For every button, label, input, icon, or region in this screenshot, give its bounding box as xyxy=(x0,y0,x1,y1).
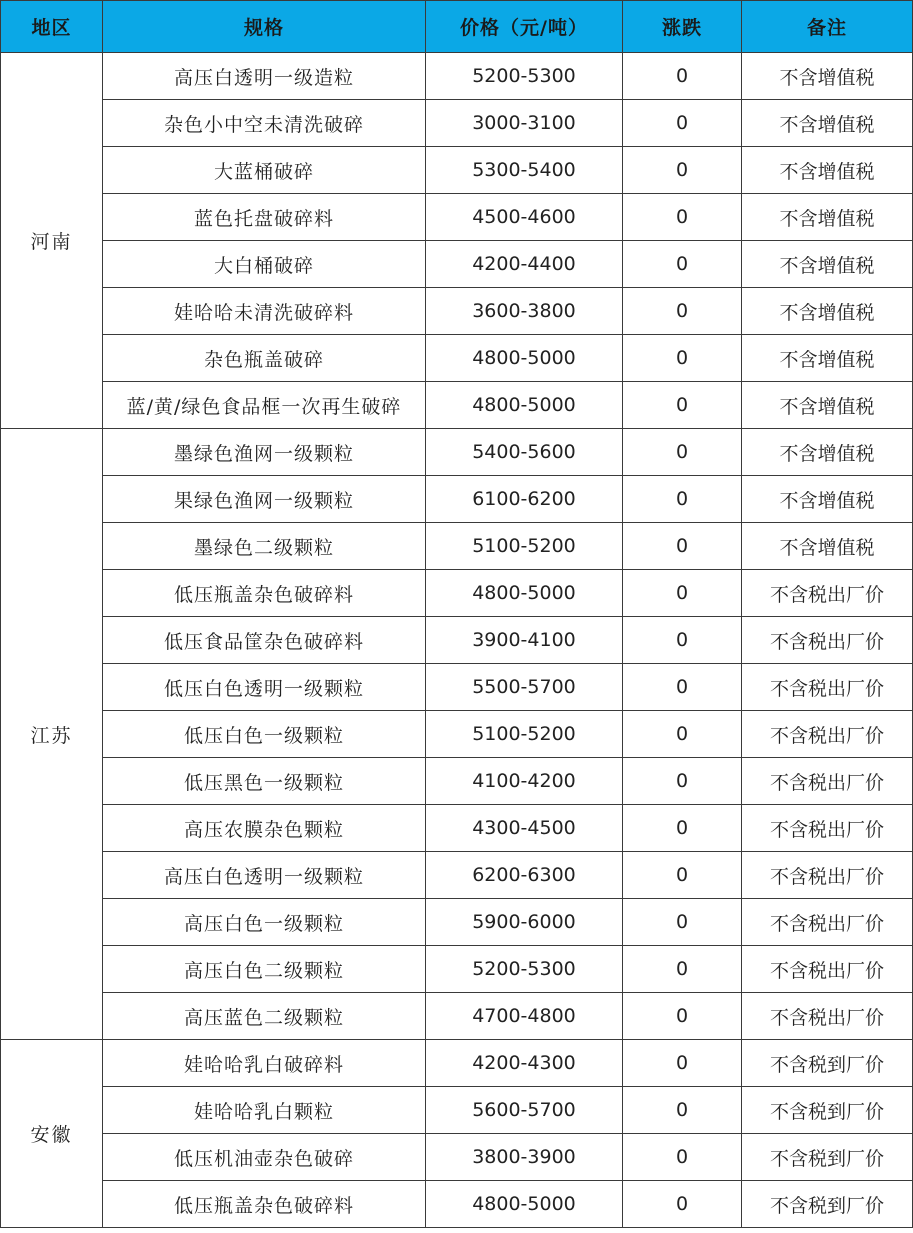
price-cell: 4500-4600 xyxy=(426,194,623,241)
spec-cell: 低压食品筐杂色破碎料 xyxy=(103,617,426,664)
table-row xyxy=(1,993,913,1040)
table-row xyxy=(1,53,913,100)
note-cell: 不含税到厂价 xyxy=(742,1134,913,1181)
note-cell: 不含税出厂价 xyxy=(742,711,913,758)
price-cell: 5200-5300 xyxy=(426,946,623,993)
note-cell: 不含增值税 xyxy=(742,241,913,288)
table-header-row xyxy=(1,1,913,53)
price-cell: 4800-5000 xyxy=(426,570,623,617)
note-cell: 不含税出厂价 xyxy=(742,664,913,711)
price-cell: 4800-5000 xyxy=(426,1181,623,1228)
note-cell: 不含税出厂价 xyxy=(742,946,913,993)
change-cell: 0 xyxy=(623,335,742,382)
note-cell: 不含税出厂价 xyxy=(742,758,913,805)
change-cell: 0 xyxy=(623,382,742,429)
table-row xyxy=(1,946,913,993)
change-cell: 0 xyxy=(623,805,742,852)
note-cell: 不含增值税 xyxy=(742,523,913,570)
region-cell: 安徽 xyxy=(1,1040,103,1228)
header-region: 地区 xyxy=(1,1,103,53)
price-cell: 5300-5400 xyxy=(426,147,623,194)
price-cell: 6100-6200 xyxy=(426,476,623,523)
header-note: 备注 xyxy=(742,1,913,53)
note-cell: 不含增值税 xyxy=(742,288,913,335)
change-cell: 0 xyxy=(623,946,742,993)
table-row xyxy=(1,711,913,758)
note-cell: 不含税出厂价 xyxy=(742,899,913,946)
spec-cell: 蓝/黄/绿色食品框一次再生破碎 xyxy=(103,382,426,429)
change-cell: 0 xyxy=(623,53,742,100)
table-row xyxy=(1,429,913,476)
note-cell: 不含税出厂价 xyxy=(742,805,913,852)
note-cell: 不含增值税 xyxy=(742,147,913,194)
change-cell: 0 xyxy=(623,288,742,335)
change-cell: 0 xyxy=(623,570,742,617)
price-cell: 3800-3900 xyxy=(426,1134,623,1181)
change-cell: 0 xyxy=(623,758,742,805)
note-cell: 不含税出厂价 xyxy=(742,570,913,617)
price-cell: 5500-5700 xyxy=(426,664,623,711)
table-row xyxy=(1,758,913,805)
price-cell: 3600-3800 xyxy=(426,288,623,335)
spec-cell: 高压蓝色二级颗粒 xyxy=(103,993,426,1040)
price-cell: 5100-5200 xyxy=(426,711,623,758)
table-row xyxy=(1,288,913,335)
region-cell: 河南 xyxy=(1,53,103,429)
price-cell: 3000-3100 xyxy=(426,100,623,147)
spec-cell: 低压黑色一级颗粒 xyxy=(103,758,426,805)
note-cell: 不含增值税 xyxy=(742,335,913,382)
note-cell: 不含税到厂价 xyxy=(742,1040,913,1087)
table-row xyxy=(1,852,913,899)
table-row xyxy=(1,241,913,288)
change-cell: 0 xyxy=(623,147,742,194)
change-cell: 0 xyxy=(623,1040,742,1087)
spec-cell: 蓝色托盘破碎料 xyxy=(103,194,426,241)
table-row xyxy=(1,476,913,523)
table-row xyxy=(1,147,913,194)
table-row xyxy=(1,1087,913,1134)
table-row xyxy=(1,100,913,147)
spec-cell: 低压瓶盖杂色破碎料 xyxy=(103,1181,426,1228)
spec-cell: 大蓝桶破碎 xyxy=(103,147,426,194)
price-cell: 4700-4800 xyxy=(426,993,623,1040)
spec-cell: 高压白色一级颗粒 xyxy=(103,899,426,946)
price-cell: 5400-5600 xyxy=(426,429,623,476)
note-cell: 不含税出厂价 xyxy=(742,617,913,664)
price-cell: 5900-6000 xyxy=(426,899,623,946)
change-cell: 0 xyxy=(623,476,742,523)
spec-cell: 低压机油壶杂色破碎 xyxy=(103,1134,426,1181)
change-cell: 0 xyxy=(623,523,742,570)
note-cell: 不含增值税 xyxy=(742,382,913,429)
note-cell: 不含增值税 xyxy=(742,476,913,523)
spec-cell: 墨绿色渔网一级颗粒 xyxy=(103,429,426,476)
price-cell: 3900-4100 xyxy=(426,617,623,664)
spec-cell: 果绿色渔网一级颗粒 xyxy=(103,476,426,523)
note-cell: 不含税到厂价 xyxy=(742,1087,913,1134)
change-cell: 0 xyxy=(623,241,742,288)
table-row xyxy=(1,617,913,664)
spec-cell: 高压白色二级颗粒 xyxy=(103,946,426,993)
change-cell: 0 xyxy=(623,899,742,946)
change-cell: 0 xyxy=(623,664,742,711)
note-cell: 不含增值税 xyxy=(742,100,913,147)
price-cell: 6200-6300 xyxy=(426,852,623,899)
spec-cell: 高压白色透明一级颗粒 xyxy=(103,852,426,899)
table-row xyxy=(1,1040,913,1087)
table-row xyxy=(1,805,913,852)
header-price: 价格（元/吨） xyxy=(426,1,623,53)
spec-cell: 低压白色透明一级颗粒 xyxy=(103,664,426,711)
price-cell: 4800-5000 xyxy=(426,382,623,429)
price-cell: 5200-5300 xyxy=(426,53,623,100)
table-row xyxy=(1,194,913,241)
table-row xyxy=(1,382,913,429)
price-cell: 4200-4300 xyxy=(426,1040,623,1087)
table-row xyxy=(1,1134,913,1181)
spec-cell: 墨绿色二级颗粒 xyxy=(103,523,426,570)
note-cell: 不含增值税 xyxy=(742,429,913,476)
change-cell: 0 xyxy=(623,1087,742,1134)
note-cell: 不含税出厂价 xyxy=(742,993,913,1040)
note-cell: 不含增值税 xyxy=(742,194,913,241)
change-cell: 0 xyxy=(623,194,742,241)
spec-cell: 高压农膜杂色颗粒 xyxy=(103,805,426,852)
price-cell: 5600-5700 xyxy=(426,1087,623,1134)
spec-cell: 娃哈哈未清洗破碎料 xyxy=(103,288,426,335)
price-cell: 4800-5000 xyxy=(426,335,623,382)
note-cell: 不含税出厂价 xyxy=(742,852,913,899)
table-row xyxy=(1,335,913,382)
note-cell: 不含税到厂价 xyxy=(742,1181,913,1228)
price-cell: 5100-5200 xyxy=(426,523,623,570)
spec-cell: 低压白色一级颗粒 xyxy=(103,711,426,758)
spec-cell: 杂色瓶盖破碎 xyxy=(103,335,426,382)
price-cell: 4100-4200 xyxy=(426,758,623,805)
change-cell: 0 xyxy=(623,100,742,147)
change-cell: 0 xyxy=(623,1134,742,1181)
table-row xyxy=(1,899,913,946)
spec-cell: 娃哈哈乳白破碎料 xyxy=(103,1040,426,1087)
region-cell: 江苏 xyxy=(1,429,103,1040)
spec-cell: 高压白透明一级造粒 xyxy=(103,53,426,100)
price-cell: 4200-4400 xyxy=(426,241,623,288)
note-cell: 不含增值税 xyxy=(742,53,913,100)
table-row xyxy=(1,570,913,617)
spec-cell: 娃哈哈乳白颗粒 xyxy=(103,1087,426,1134)
change-cell: 0 xyxy=(623,993,742,1040)
header-change: 涨跌 xyxy=(623,1,742,53)
table-row xyxy=(1,523,913,570)
change-cell: 0 xyxy=(623,1181,742,1228)
spec-cell: 大白桶破碎 xyxy=(103,241,426,288)
table-row xyxy=(1,664,913,711)
table-body xyxy=(1,53,913,1228)
change-cell: 0 xyxy=(623,852,742,899)
change-cell: 0 xyxy=(623,711,742,758)
table-row xyxy=(1,1181,913,1228)
spec-cell: 低压瓶盖杂色破碎料 xyxy=(103,570,426,617)
spec-cell: 杂色小中空未清洗破碎 xyxy=(103,100,426,147)
price-cell: 4300-4500 xyxy=(426,805,623,852)
header-spec: 规格 xyxy=(103,1,426,53)
change-cell: 0 xyxy=(623,429,742,476)
change-cell: 0 xyxy=(623,617,742,664)
